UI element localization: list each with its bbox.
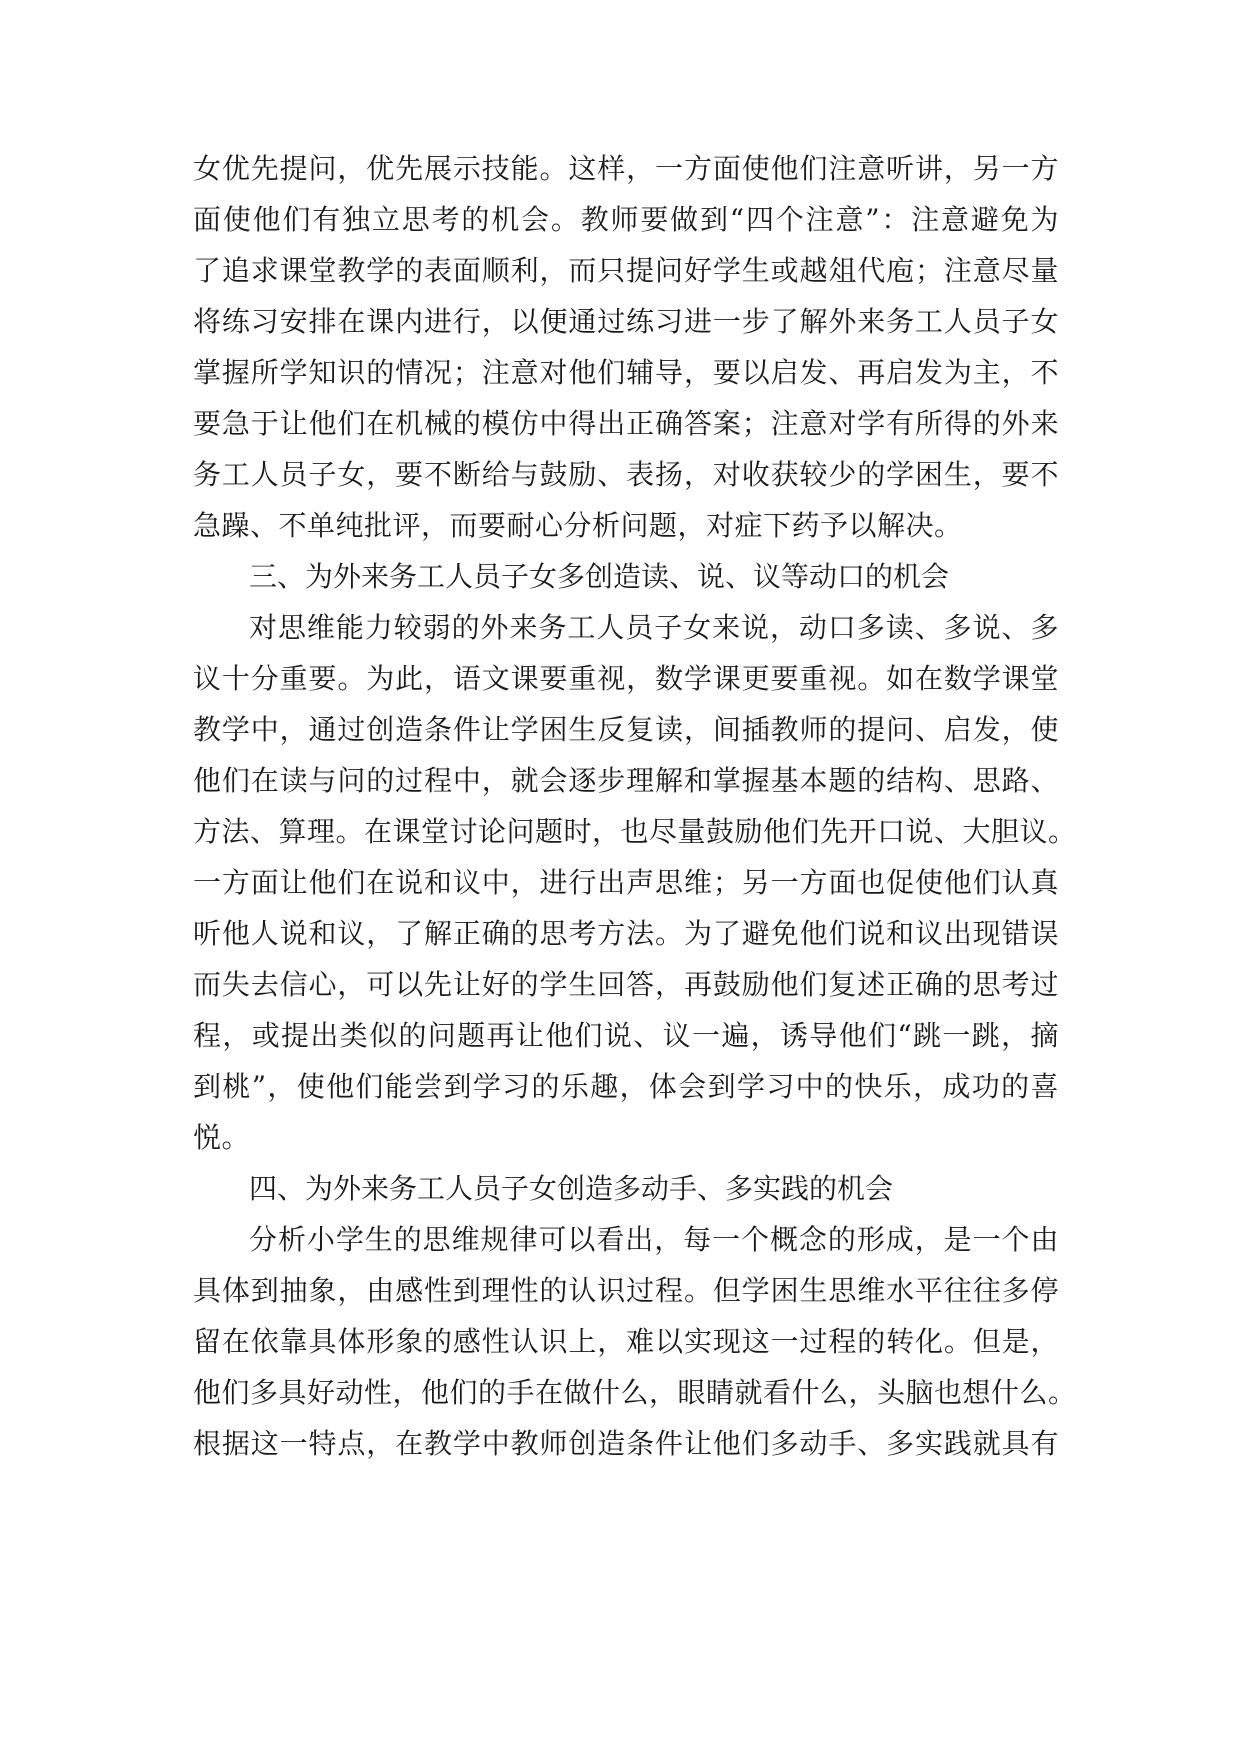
text-line: 他们多具好动性，他们的手在做什么，眼睛就看什么，头脑也想什么。 [193,1376,1077,1409]
text-line: 而失去信心，可以先让好的学生回答，再鼓励他们复述正确的思考过 [193,968,1059,1001]
text-line: 急躁、不单纯批评，而要耐心分析问题，对症下药予以解决。 [193,509,963,542]
section-heading-4: 四、为外来务工人员子女创造多动手、多实践的机会 [249,1172,894,1205]
section-heading-3: 三、为外来务工人员子女多创造读、说、议等动口的机会 [249,560,950,593]
text-line: 他们在读与问的过程中，就会逐步理解和掌握基本题的结构、思路、 [193,764,1059,797]
text-line: 掌握所学知识的情况；注意对他们辅导，要以启发、再启发为主，不 [193,356,1059,389]
text-line: 悦。 [193,1121,251,1154]
text-line: 要急于让他们在机械的模仿中得出正确答案；注意对学有所得的外来 [193,407,1059,440]
text-line: 面使他们有独立思考的机会。教师要做到“四个注意”：注意避免为 [193,203,1059,236]
text-line: 方法、算理。在课堂讨论问题时，也尽量鼓励他们先开口说、大胆议。 [193,815,1077,848]
text-line: 议十分重要。为此，语文课要重视，数学课更要重视。如在数学课堂 [193,662,1059,695]
text-line: 分析小学生的思维规律可以看出，每一个概念的形成，是一个由 [249,1223,1059,1256]
text-line: 对思维能力较弱的外来务工人员子女来说，动口多读、多说、多 [249,611,1059,644]
text-line: 听他人说和议，了解正确的思考方法。为了避免他们说和议出现错误 [193,917,1059,950]
text-line: 将练习安排在课内进行，以便通过练习进一步了解外来务工人员子女 [193,305,1059,338]
text-line: 务工人员子女，要不断给与鼓励、表扬，对收获较少的学困生，要不 [193,458,1059,491]
text-line: 一方面让他们在说和议中，进行出声思维；另一方面也促使他们认真 [193,866,1059,899]
text-line: 到桃”，使他们能尝到学习的乐趣，体会到学习中的快乐，成功的喜 [193,1070,1059,1103]
text-line: 女优先提问，优先展示技能。这样，一方面使他们注意听讲，另一方 [193,152,1059,185]
text-line: 了追求课堂教学的表面顺利，而只提问好学生或越俎代庖；注意尽量 [193,254,1059,287]
document-body [193,143,1077,1469]
text-line: 根据这一特点，在教学中教师创造条件让他们多动手、多实践就具有 [193,1427,1059,1460]
text-line: 程，或提出类似的问题再让他们说、议一遍，诱导他们“跳一跳，摘 [193,1019,1059,1052]
paragraph-continuation [193,143,1059,551]
paragraph-4 [193,1214,1077,1469]
text-line: 具体到抽象，由感性到理性的认识过程。但学困生思维水平往往多停 [193,1274,1059,1307]
text-line: 留在依靠具体形象的感性认识上，难以实现这一过程的转化。但是， [193,1325,1059,1358]
paragraph-3 [193,602,1077,1163]
text-line: 教学中，通过创造条件让学困生反复读，间插教师的提问、启发，使 [193,713,1059,746]
